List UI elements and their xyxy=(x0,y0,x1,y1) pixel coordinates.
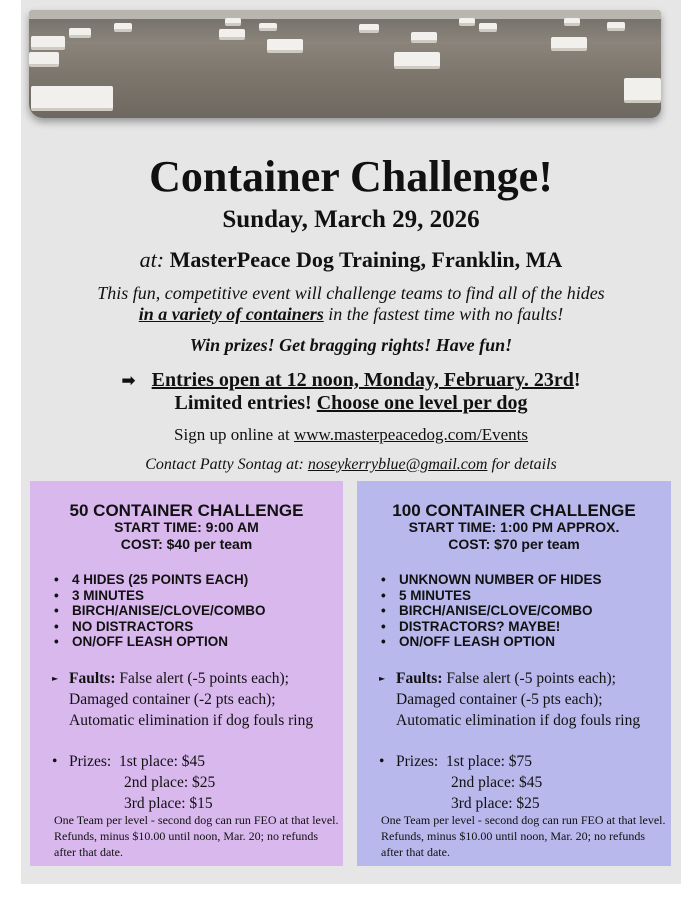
container-box xyxy=(31,86,113,111)
container-box xyxy=(607,22,625,31)
bullet-item: • 5 MINUTES xyxy=(373,588,602,604)
entries-text: Entries open at 12 noon, Monday, February. 23rd xyxy=(151,369,574,391)
prize-first: 1st place: $45 xyxy=(118,753,206,770)
limited-prefix: Limited entries! xyxy=(174,392,317,414)
panel-note: One Team per level - second dog can run FEO at that level. Refunds, minus $10.00 until noon, Mar. 20; no refunds after that date. xyxy=(54,813,339,859)
limited-emphasis: Choose one level per dog xyxy=(316,392,528,414)
description-emphasis: in a variety of containers xyxy=(138,304,324,324)
event-date: Sunday, March 29, 2026 xyxy=(222,206,480,233)
panel-100-container xyxy=(357,481,671,866)
bullet-item: • ON/OFF LEASH OPTION xyxy=(46,634,266,650)
bullet-icon: • xyxy=(52,753,58,770)
container-box xyxy=(564,18,580,26)
description-line2: in the fastest time with no faults! xyxy=(323,304,564,324)
panel-cost: COST: $40 per team xyxy=(120,536,253,552)
container-box xyxy=(479,23,497,32)
bullet-item: • UNKNOWN NUMBER OF HIDES xyxy=(373,572,602,588)
contact-suffix: for details xyxy=(487,456,557,473)
prize-third: 3rd place: $25 xyxy=(451,795,540,812)
prize-first: 1st place: $75 xyxy=(445,753,533,770)
panel-bullets xyxy=(373,572,602,650)
contact-line xyxy=(21,455,681,475)
entries-open xyxy=(21,368,681,393)
venue-prefix: at: xyxy=(139,247,165,272)
containers-photo xyxy=(29,10,661,118)
faults-text: False alert (-5 points each); Damaged container (-5 pts each); Automatic elimination if dog fouls ring xyxy=(396,670,641,729)
bullet-icon: • xyxy=(379,753,385,770)
triangle-bullet-icon: ► xyxy=(379,674,386,683)
contact-email-link[interactable]: noseykerryblue@gmail.com xyxy=(307,456,488,473)
container-box xyxy=(267,39,303,53)
panel-note: One Team per level - second dog can run FEO at that level. Refunds, minus $10.00 until noon, Mar. 20; no refunds after that date. xyxy=(381,813,666,859)
container-box xyxy=(225,18,241,26)
container-box xyxy=(29,52,59,67)
tagline: Win prizes! Get bragging rights! Have fun! xyxy=(189,335,513,355)
container-box xyxy=(624,78,661,103)
bullet-item: • ON/OFF LEASH OPTION xyxy=(373,634,602,650)
prize-second: 2nd place: $45 xyxy=(451,774,543,791)
container-box xyxy=(411,32,437,43)
bullet-item: • BIRCH/ANISE/CLOVE/COMBO xyxy=(373,603,602,619)
triangle-bullet-icon: ► xyxy=(52,674,59,683)
event-title: Container Challenge! xyxy=(149,152,553,201)
signup-line xyxy=(21,424,681,446)
entries-suffix: ! xyxy=(573,369,581,391)
panel-cost: COST: $70 per team xyxy=(448,536,580,552)
venue-name: MasterPeace Dog Training, Franklin, MA xyxy=(169,247,563,272)
panel-heading: 50 CONTAINER CHALLENGE xyxy=(69,501,304,520)
container-box xyxy=(459,18,475,26)
prize-second: 2nd place: $25 xyxy=(124,774,216,791)
container-box xyxy=(394,52,440,69)
prize-third: 3rd place: $15 xyxy=(124,795,213,812)
faults-label: Faults: xyxy=(396,670,443,687)
container-box xyxy=(114,23,132,32)
event-description xyxy=(21,283,681,325)
panel-faults xyxy=(379,668,664,731)
container-box xyxy=(69,28,91,38)
faults-text: False alert (-5 points each); Damaged container (-2 pts each); Automatic elimination if dog fouls ring xyxy=(69,670,314,729)
panel-start-time: START TIME: 9:00 AM xyxy=(114,519,259,535)
contact-prefix: Contact Patty Sontag at: xyxy=(145,456,308,473)
signup-prefix: Sign up online at xyxy=(174,425,294,444)
panel-start-time: START TIME: 1:00 PM APPROX. xyxy=(408,519,620,535)
container-box xyxy=(551,37,587,51)
container-box xyxy=(359,24,379,33)
panel-prizes xyxy=(379,751,542,814)
prizes-label: Prizes: xyxy=(69,753,112,770)
bullet-item: • DISTRACTORS? MAYBE! xyxy=(373,619,602,635)
signup-link[interactable]: www.masterpeacedog.com/Events xyxy=(293,425,528,444)
bullet-item: • BIRCH/ANISE/CLOVE/COMBO xyxy=(46,603,266,619)
container-box xyxy=(259,23,277,31)
panel-prizes xyxy=(52,751,215,814)
bullet-item: • NO DISTRACTORS xyxy=(46,619,266,635)
bullet-item: • 3 MINUTES xyxy=(46,588,266,604)
event-venue xyxy=(21,245,681,275)
container-box xyxy=(31,36,65,50)
description-line1: This fun, competitive event will challenge teams to find all of the hides xyxy=(97,283,605,303)
panel-50-container xyxy=(30,481,343,866)
panel-heading: 100 CONTAINER CHALLENGE xyxy=(392,501,636,520)
panel-faults xyxy=(52,668,337,731)
limited-entries xyxy=(21,391,681,415)
prizes-label: Prizes: xyxy=(396,753,439,770)
panel-bullets xyxy=(46,572,266,650)
arrow-right-icon: ➡ xyxy=(121,371,136,391)
faults-label: Faults: xyxy=(69,670,116,687)
container-box xyxy=(219,29,245,40)
bullet-item: • 4 HIDES (25 POINTS EACH) xyxy=(46,572,266,588)
